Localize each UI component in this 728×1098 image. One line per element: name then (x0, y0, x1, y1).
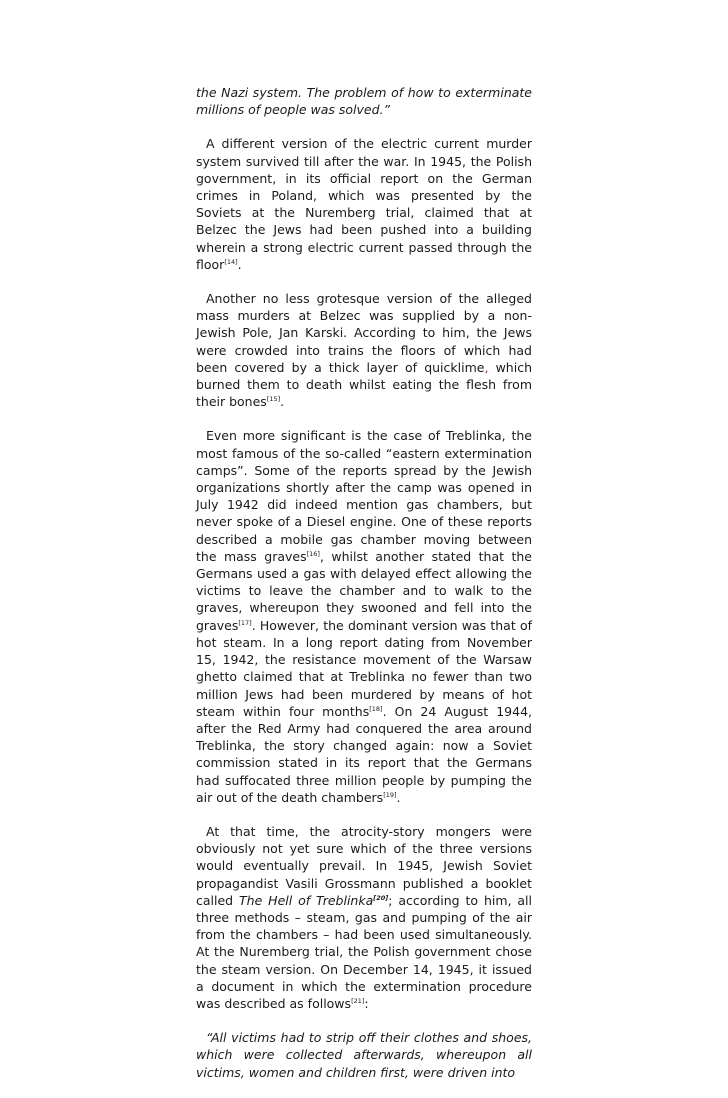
footnote-reference[interactable]: [15] (266, 395, 281, 404)
footnote-reference[interactable]: [20] (373, 893, 389, 902)
footnote-reference[interactable]: [21] (351, 996, 365, 1005)
paragraph-text: , (484, 359, 489, 375)
body-paragraph (196, 1029, 532, 1081)
paragraph-text: . (396, 789, 401, 805)
body-paragraph (196, 84, 532, 118)
paragraph-text: Another no less grotesque version of the alleged mass murders at Belzec was supplied by a non-Jewish Pole, Jan Karski. According to him, the Jews were crowded into trains the floors of which had been covered by a thick layer of quicklime (196, 291, 532, 375)
body-paragraph (196, 427, 532, 805)
paragraph-text: . (280, 394, 285, 410)
paragraph-text: ; according to him, all three methods – steam, gas and pumping of the air from the chambers – had been used simultaneously. At the Nuremberg trial, the Polish government chose the steam version. On December 14, 1945, it issued a document in which the extermination procedure was described as follows (196, 892, 533, 1011)
paragraph-text: . However, the dominant version was that of hot steam. In a long report dating from November 15, 1942, the resistance movement of the Warsaw ghetto claimed that at Treblinka no fewer than two million Jews had been murdered by means of hot steam within four months (196, 617, 532, 719)
footnote-reference[interactable]: [19] (383, 790, 397, 799)
paragraph-text: “All victims had to strip off their clothes and shoes, which were collected afterwards, whereupon all victims, women and children first, were driven into (196, 1030, 532, 1080)
paragraph-text: , whilst another stated that the Germans used a gas with delayed effect allowing the victims to leave the chamber and to walk to the graves, whereupon they swooned and fell into the graves (196, 548, 532, 633)
footnote-reference[interactable]: [17] (238, 618, 252, 627)
paragraph-text: : (364, 995, 369, 1011)
body-paragraph (196, 823, 532, 1012)
book-title: The Hell of Treblinka (239, 892, 374, 908)
paragraph-text: At that time, the atrocity-story mongers were obviously not yet sure which of the three versions would eventually prevail. In 1945, Jewish Soviet propagandist Vasili Grossmann published a booklet called (196, 823, 532, 908)
paragraph-text: which burned them to death whilst eating the flesh from their bones (196, 359, 533, 410)
paragraph-text: Even more significant is the case of Treblinka, the most famous of the so-called “eastern extermination camps”. Some of the reports spread by the Jewish organizations shortly after the camp was opened in July 1942 did indeed mention gas chambers, but never spoke of a Diesel engine. One of these reports described a mobile gas chamber moving between the mass graves (196, 428, 532, 564)
paragraph-text: A different version of the electric current murder system survived till after the war. In 1945, the Polish government, in its official report on the German crimes in Poland, which was presented by the Soviets at the Nuremberg trial, claimed that at Belzec the Jews had been pushed into a building wherein a strong electric current passed through the floor (196, 136, 532, 272)
document-page (196, 84, 532, 1098)
footnote-reference[interactable]: [14] (224, 257, 238, 266)
paragraph-text: . (237, 256, 242, 272)
body-paragraph (196, 290, 532, 410)
body-paragraph (196, 135, 532, 273)
footnote-reference[interactable]: [18] (369, 704, 383, 713)
footnote-reference[interactable]: [16] (306, 549, 320, 558)
paragraph-text: . On 24 August 1944, after the Red Army had conquered the area around Treblinka, the story changed again: now a Soviet commission stated in its report that the Germans had suffocated three million people by pumping the air out of the death chambers (196, 703, 532, 805)
paragraph-text: the Nazi system. The problem of how to exterminate millions of people was solved.” (196, 85, 532, 118)
